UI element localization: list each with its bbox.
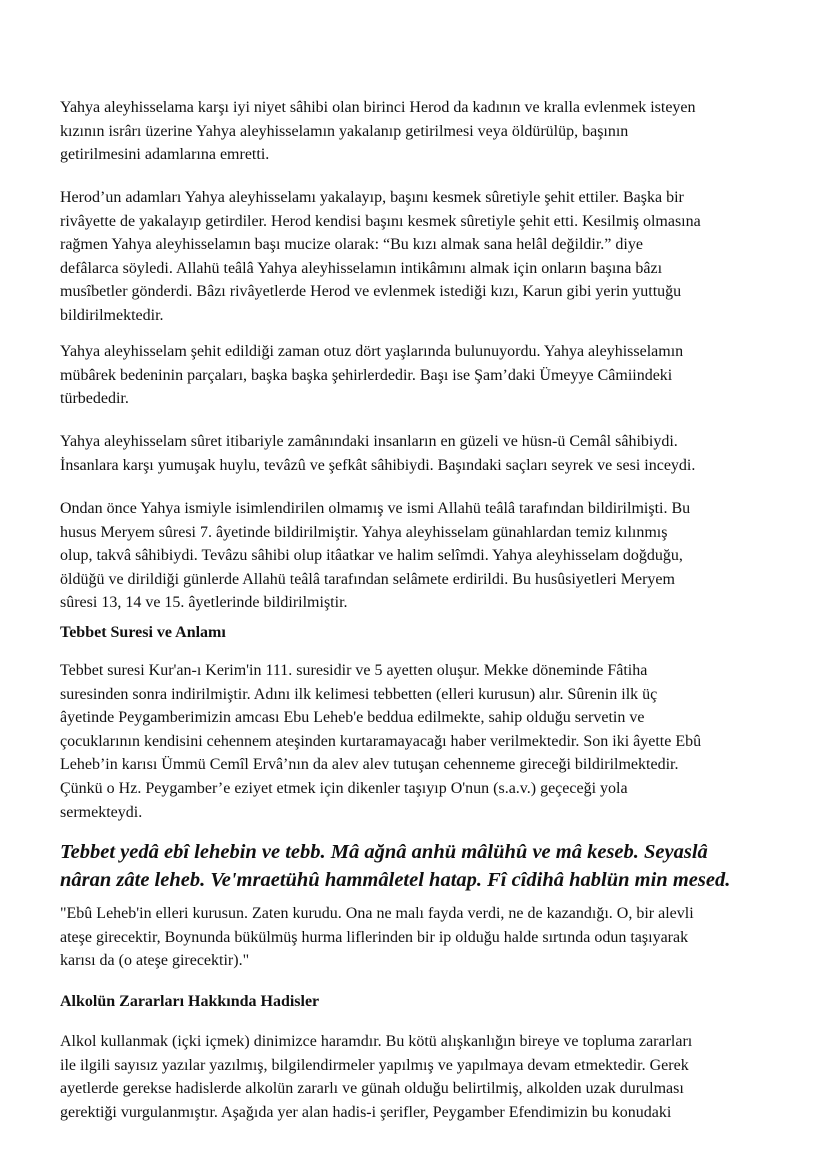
paragraph-tebbet — [60, 659, 790, 824]
text-line: Leheb’in karısı Ümmü Cemîl Ervâ’nın da alev alev tutuşan cehenneme gireceği bildirilmektedir. — [60, 756, 679, 774]
text-line: Yahya aleyhisselam şehit edildiği zaman otuz dört yaşlarında bulunuyordu. Yahya aleyhisselamın — [60, 343, 684, 360]
text-line: "Ebû Leheb'in elleri kurusun. Zaten kurudu. Ona ne malı fayda verdi, ne de kazandığı. O, bir alevli — [60, 905, 694, 922]
text-line: getirilmesini adamlarına emretti. — [60, 146, 270, 164]
text-line: Herod’un adamları Yahya aleyhisselamı yakalayıp, başını kesmek sûretiyle şehit ettiler. Başka bir — [60, 189, 684, 206]
text-line: mübârek bedeninin parçaları, başka başka şehirlerdedir. Başı ise Şam’daki Ümeyye Câmiindeki — [60, 366, 673, 384]
text-line: sûresi 13, 14 ve 15. âyetlerinde bildirilmiştir. — [60, 594, 348, 612]
text-line: olup, takvâ sâhibiydi. Tevâzu sâhibi olup itâatkar ve halim selîmdi. Yahya aleyhisselam doğduğu, — [60, 547, 683, 565]
paragraph-herod-order — [60, 96, 790, 167]
text-line: Ondan önce Yahya ismiyle isimlendirilen olmamış ve ismi Allahü teâlâ tarafından bildirilmişti. Bu — [60, 500, 691, 517]
text-line: İnsanlara karşı yumuşak huylu, tevâzû ve şefkât sâhibiydi. Başındaki saçları seyrek ve sesi inceydi. — [60, 456, 696, 474]
text-line: gerektiği vurgulanmıştır. Aşağıda yer alan hadis-i şerifler, Peygamber Efendimizin bu konudaki — [60, 1103, 672, 1121]
text-line: nâran zâte leheb. Ve'mraetühû hammâletel hatap. Fî cîdihâ hablün min mesed. — [60, 869, 731, 891]
paragraph-naming — [60, 497, 790, 615]
verse-transliteration — [60, 838, 790, 894]
text-line: kızının isrârı üzerine Yahya aleyhisselamın yakalanıp getirilmesi veya öldürülüp, başının — [60, 122, 629, 140]
text-line: Yahya aleyhisselama karşı iyi niyet sâhibi olan birinci Herod da kadının ve kralla evlenmek isteyen — [60, 99, 696, 116]
text-line: Çünkü o Hz. Peygamber’e eziyet etmek için dikenler taşıyıp O'nun (s.a.v.) geçeceği yola — [60, 779, 628, 797]
text-line: Tebbet Suresi ve Anlamı — [60, 624, 226, 641]
text-line: rağmen Yahya aleyhisselamın başı mucize olarak: “Bu kızı almak sana helâl değildir.” diye — [60, 236, 643, 254]
text-line: ayetlerde gerekse hadislerde alkolün zararlı ve günah olduğu belirtilmiş, alkolden uzak durulması — [60, 1080, 684, 1098]
text-line: suresinden sonra indirilmiştir. Adını ilk kelimesi tebbetten (elleri kurusun) alır. Sûrenin ilk üç — [60, 685, 658, 703]
text-line: Yahya aleyhisselam sûret itibariyle zamânındaki insanların en güzeli ve hüsn-ü Cemâl sâhibiydi. — [60, 433, 678, 450]
text-line: çocuklarının kendisini cehennem ateşinden kurtaramayacağı haber verilmektedir. Son iki âyette Ebû — [60, 732, 702, 750]
heading-alcohol — [60, 991, 790, 1013]
text-line: ateşe girecektir, Boynunda bükülmüş hurma liflerinden bir ip olduğu halde sırtında odun taşıyarak — [60, 928, 689, 946]
text-line: defâlarca söyledi. Allahü teâlâ Yahya aleyhisselamın intikâmını almak için onların başına bâzı — [60, 259, 663, 277]
text-line: husus Meryem sûresi 7. âyetinde bildirilmiştir. Yahya aleyhisselam günahlardan temiz kılınmış — [60, 523, 668, 541]
text-line: Alkol kullanmak (içki içmek) dinimizce haramdır. Bu kötü alışkanlığın bireye ve topluma zararları — [60, 1033, 693, 1050]
text-line: sermekteydi. — [60, 803, 143, 821]
text-line: karısı da (o ateşe girecektir)." — [60, 952, 250, 970]
text-line: Alkolün Zararları Hakkında Hadisler — [60, 993, 320, 1010]
text-line: rivâyette de yakalayıp getirdiler. Herod kendisi başını kesmek sûretiyle şehit etti. Kesilmiş olmasına — [60, 212, 701, 230]
paragraph-martyrdom — [60, 186, 790, 328]
text-line: Tebbet yedâ ebî lehebin ve tebb. Mâ ağnâ anhü mâlühû ve mâ keseb. Seyaslâ — [60, 841, 708, 863]
text-line: musîbetler gönderdi. Bâzı rivâyetlerde Herod ve evlenmek istediği kızı, Karun gibi yerin yuttuğu — [60, 283, 682, 301]
text-line: öldüğü ve dirildiği günlerde Allahü teâlâ tarafından selâmete erdirildi. Bu husûsiyetleri Meryem — [60, 570, 675, 588]
paragraph-meaning — [60, 902, 790, 973]
heading-tebbet — [60, 622, 790, 644]
text-line: âyetinde Peygamberimizin amcası Ebu Leheb'e beddua edilmekte, sahip olduğu servetin ve — [60, 709, 645, 727]
paragraph-appearance — [60, 430, 790, 477]
text-line: türbededir. — [60, 390, 129, 408]
text-line: Tebbet suresi Kur'an-ı Kerim'in 111. suresidir ve 5 ayetten oluşur. Mekke döneminde Fâtiha — [60, 662, 648, 679]
paragraph-alcohol — [60, 1030, 790, 1124]
text-line: bildirilmektedir. — [60, 306, 164, 324]
paragraph-age — [60, 340, 790, 411]
text-line: ile ilgili sayısız yazılar yazılmış, bilgilendirmeler yapılmış ve yapılmaya devam etmektedir. Gerek — [60, 1056, 689, 1074]
